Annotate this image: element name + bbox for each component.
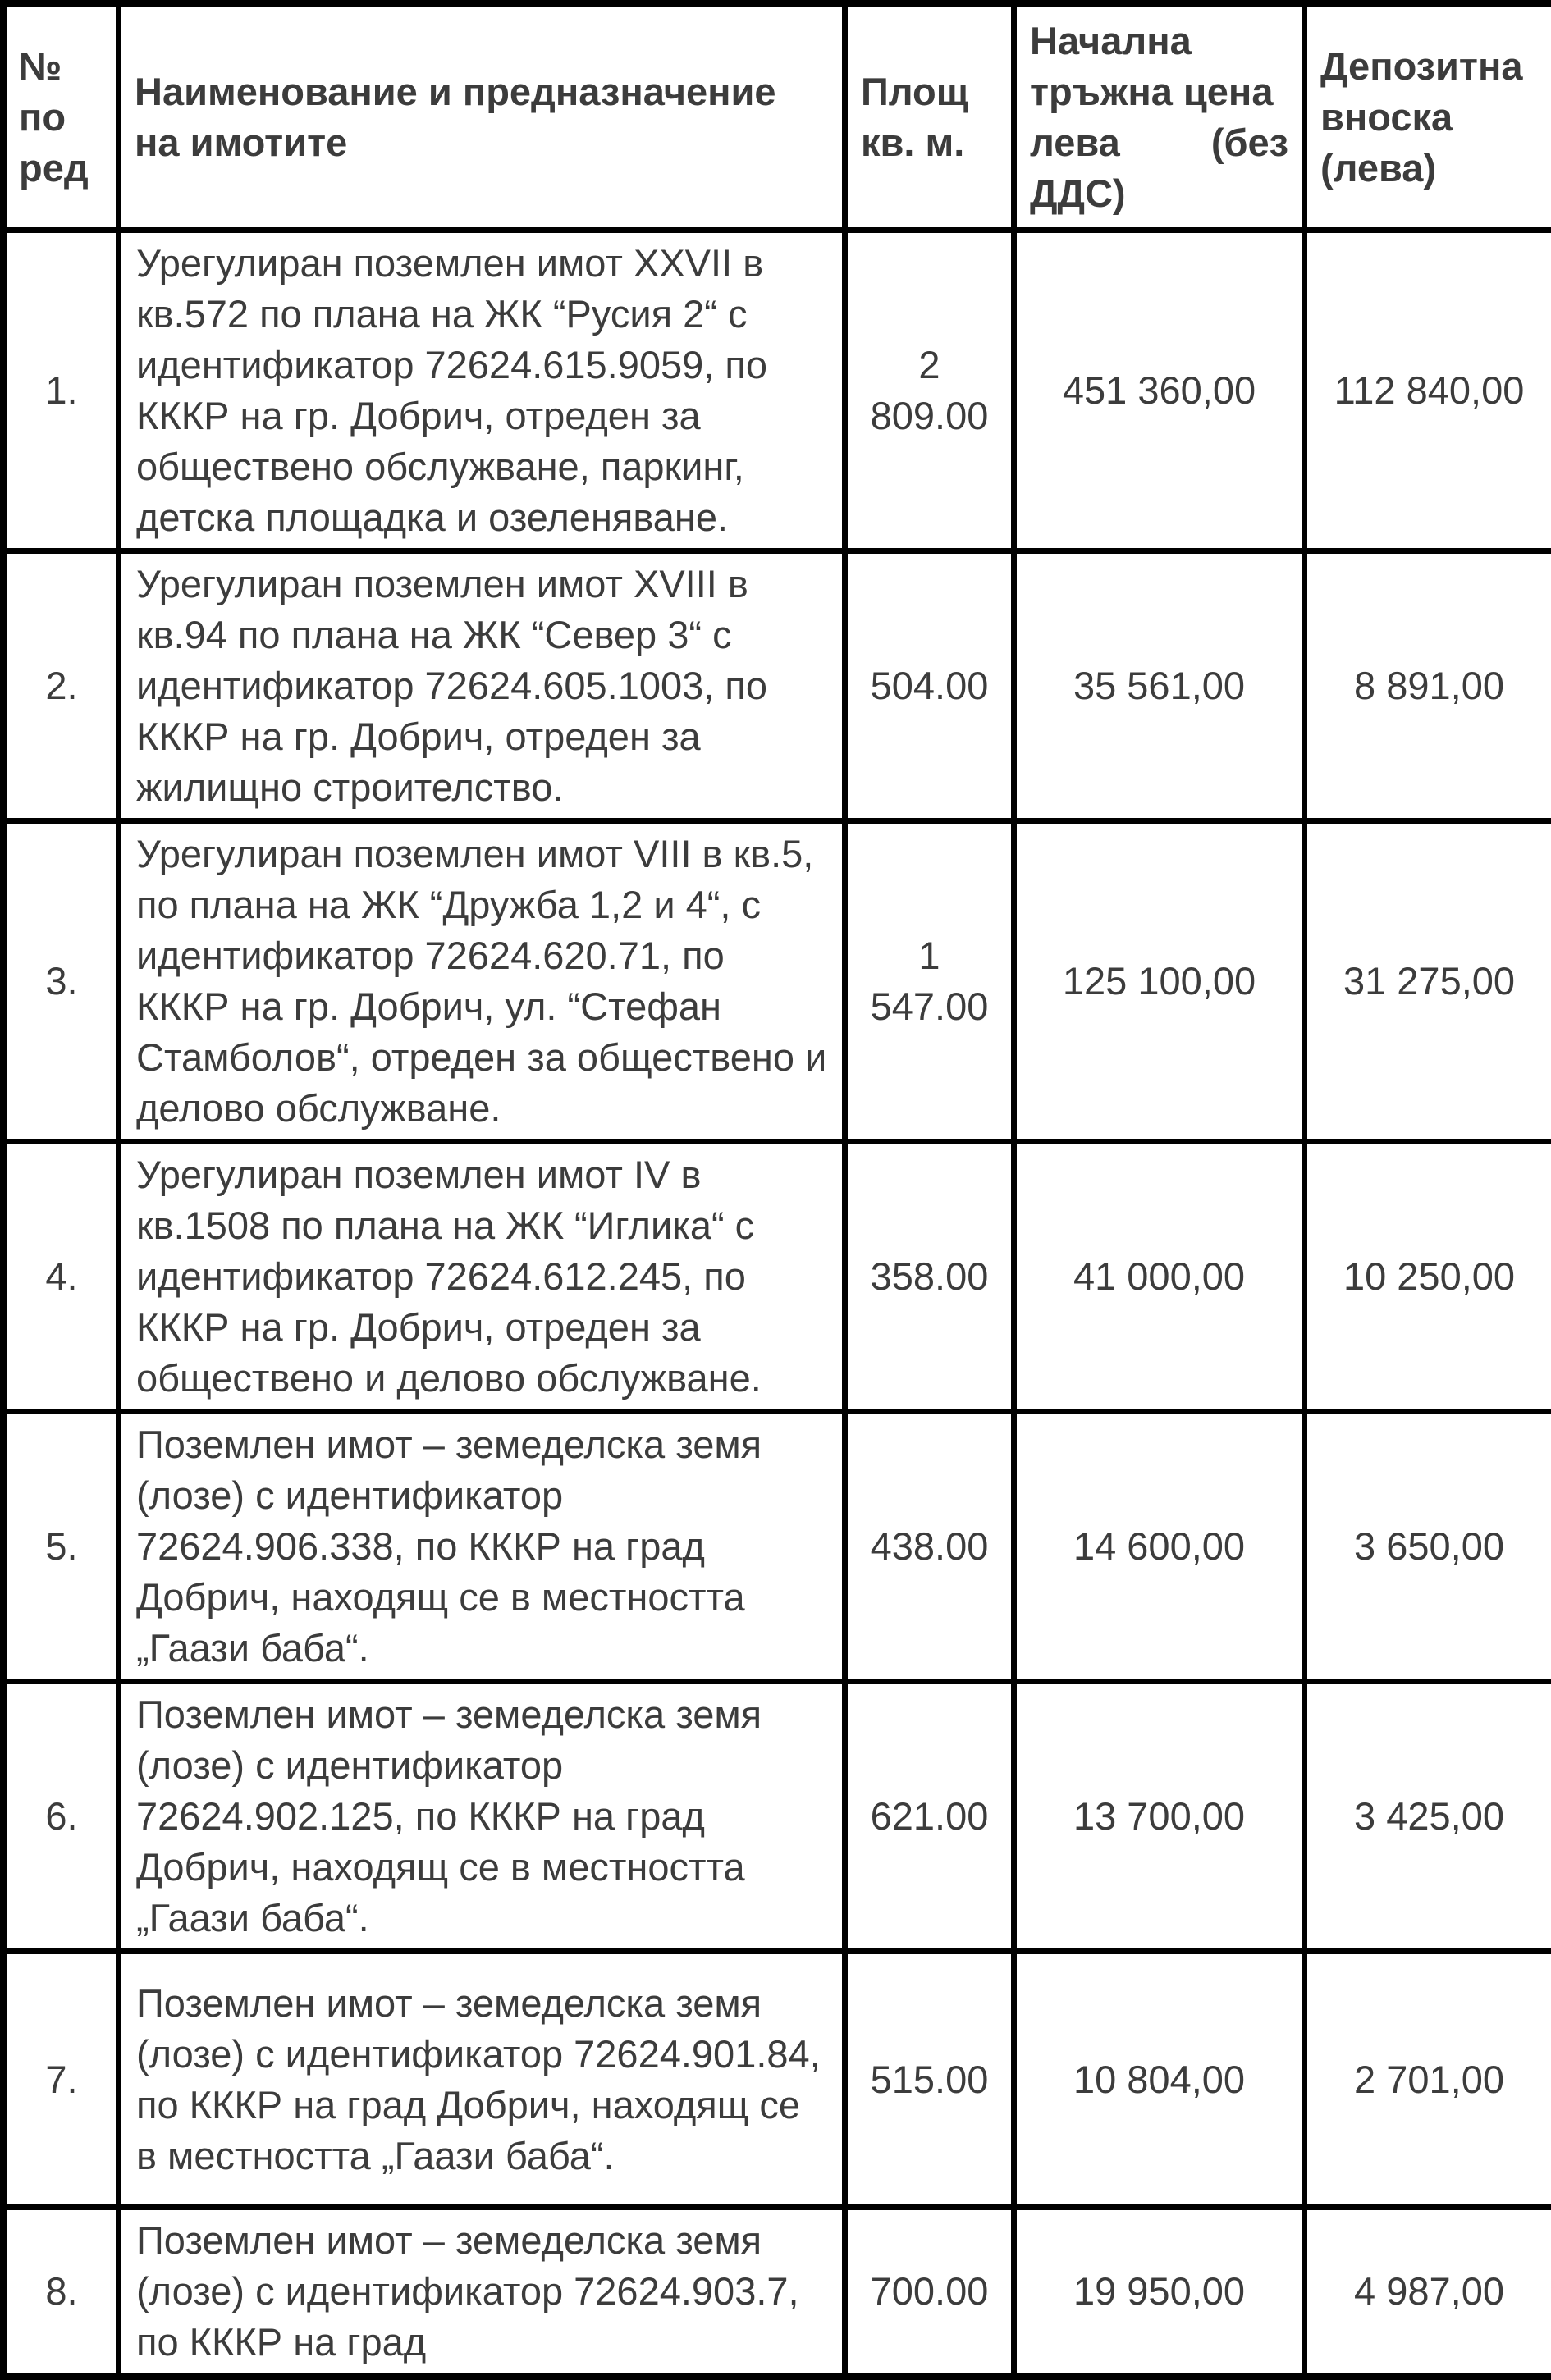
deposit-value: 31 275,00 — [1305, 821, 1551, 1142]
table-row — [4, 2208, 1551, 2377]
deposit-value: 2 701,00 — [1305, 1952, 1551, 2208]
header-line: ред — [19, 143, 103, 194]
row-number-cell: 8. — [4, 2208, 119, 2377]
col-header-price — [1014, 4, 1305, 231]
property-description: Урегулиран поземлен имот XXVII в кв.572 по плана на ЖК “Русия 2“ с идентификатор 72624.615.9059, по КККР на гр. Добрич, отреден за обществено обслужване, паркинг, детска площадка и озеленяване. — [119, 231, 845, 551]
property-description: Урегулиран поземлен имот XVIII в кв.94 по плана на ЖК “Север 3“ с идентификатор 72624.605.1003, по КККР на гр. Добрич, отреден за жилищно строителство. — [119, 551, 845, 821]
row-number-cell: 4. — [4, 1142, 119, 1412]
price-value: 14 600,00 — [1014, 1412, 1305, 1682]
area-value: 621.00 — [845, 1682, 1014, 1952]
header-word: (без — [1211, 117, 1288, 168]
header-line: (лева) — [1320, 143, 1538, 194]
price-value: 19 950,00 — [1014, 2208, 1305, 2377]
property-description: Поземлен имот – земеделска земя (лозе) с идентификатор 72624.901.84, по КККР на град Добрич, находящ се в местността „Гаази баба“. — [119, 1952, 845, 2208]
header-line: кв. м. — [861, 117, 998, 168]
header-line: № — [19, 41, 103, 92]
deposit-value: 112 840,00 — [1305, 231, 1551, 551]
property-description: Урегулиран поземлен имот VIII в кв.5, по плана на ЖК “Дружба 1,2 и 4“, с идентификатор 72624.620.71, по КККР на гр. Добрич, ул. “Стефан Стамболов“, отреден за обществено и делово обслужване. — [119, 821, 845, 1142]
table-row — [4, 1682, 1551, 1952]
col-header-name — [119, 4, 845, 231]
col-header-deposit — [1305, 4, 1551, 231]
property-description: Поземлен имот – земеделска земя (лозе) с идентификатор 72624.906.338, по КККР на град Добрич, находящ се в местността „Гаази баба“. — [119, 1412, 845, 1682]
deposit-value: 10 250,00 — [1305, 1142, 1551, 1412]
property-description: Поземлен имот – земеделска земя (лозе) с идентификатор 72624.902.125, по КККР на град Добрич, находящ се в местността „Гаази баба“. — [119, 1682, 845, 1952]
row-number-cell: 6. — [4, 1682, 119, 1952]
area-value: 515.00 — [845, 1952, 1014, 2208]
area-value: 358.00 — [845, 1142, 1014, 1412]
col-header-number — [4, 4, 119, 231]
price-value: 125 100,00 — [1014, 821, 1305, 1142]
price-value: 451 360,00 — [1014, 231, 1305, 551]
price-value: 35 561,00 — [1014, 551, 1305, 821]
deposit-value: 3 650,00 — [1305, 1412, 1551, 1682]
table-row — [4, 1952, 1551, 2208]
table-row — [4, 231, 1551, 551]
area-value: 504.00 — [845, 551, 1014, 821]
table-row — [4, 1142, 1551, 1412]
area-value: 1 547.00 — [845, 821, 1014, 1142]
header-line: на имотите — [135, 117, 829, 168]
price-value: 41 000,00 — [1014, 1142, 1305, 1412]
deposit-value: 4 987,00 — [1305, 2208, 1551, 2377]
header-row — [4, 4, 1551, 231]
row-number-cell: 2. — [4, 551, 119, 821]
header-line — [1030, 117, 1288, 168]
price-value: 13 700,00 — [1014, 1682, 1305, 1952]
area-value: 700.00 — [845, 2208, 1014, 2377]
row-number-cell: 7. — [4, 1952, 119, 2208]
table-row — [4, 1412, 1551, 1682]
header-line: Депозитна — [1320, 41, 1538, 92]
property-description: Урегулиран поземлен имот IV в кв.1508 по плана на ЖК “Иглика“ с идентификатор 72624.612.245, по КККР на гр. Добрич, отреден за обществено и делово обслужване. — [119, 1142, 845, 1412]
area-value: 2 809.00 — [845, 231, 1014, 551]
deposit-value: 3 425,00 — [1305, 1682, 1551, 1952]
table-row — [4, 821, 1551, 1142]
table-row — [4, 551, 1551, 821]
deposit-value: 8 891,00 — [1305, 551, 1551, 821]
header-line: Начална — [1030, 16, 1288, 66]
col-header-area — [845, 4, 1014, 231]
header-word: лева — [1030, 117, 1120, 168]
header-line: тръжна цена — [1030, 66, 1288, 117]
row-number-cell: 5. — [4, 1412, 119, 1682]
property-description: Поземлен имот – земеделска земя (лозе) с идентификатор 72624.903.7, по КККР на град — [119, 2208, 845, 2377]
header-line: Площ — [861, 66, 998, 117]
price-value: 10 804,00 — [1014, 1952, 1305, 2208]
header-line: Наименование и предназначение — [135, 66, 829, 117]
header-line: вноска — [1320, 92, 1538, 143]
header-line: по — [19, 92, 103, 143]
row-number-cell: 1. — [4, 231, 119, 551]
row-number-cell: 3. — [4, 821, 119, 1142]
header-line: ДДС) — [1030, 168, 1288, 219]
area-value: 438.00 — [845, 1412, 1014, 1682]
